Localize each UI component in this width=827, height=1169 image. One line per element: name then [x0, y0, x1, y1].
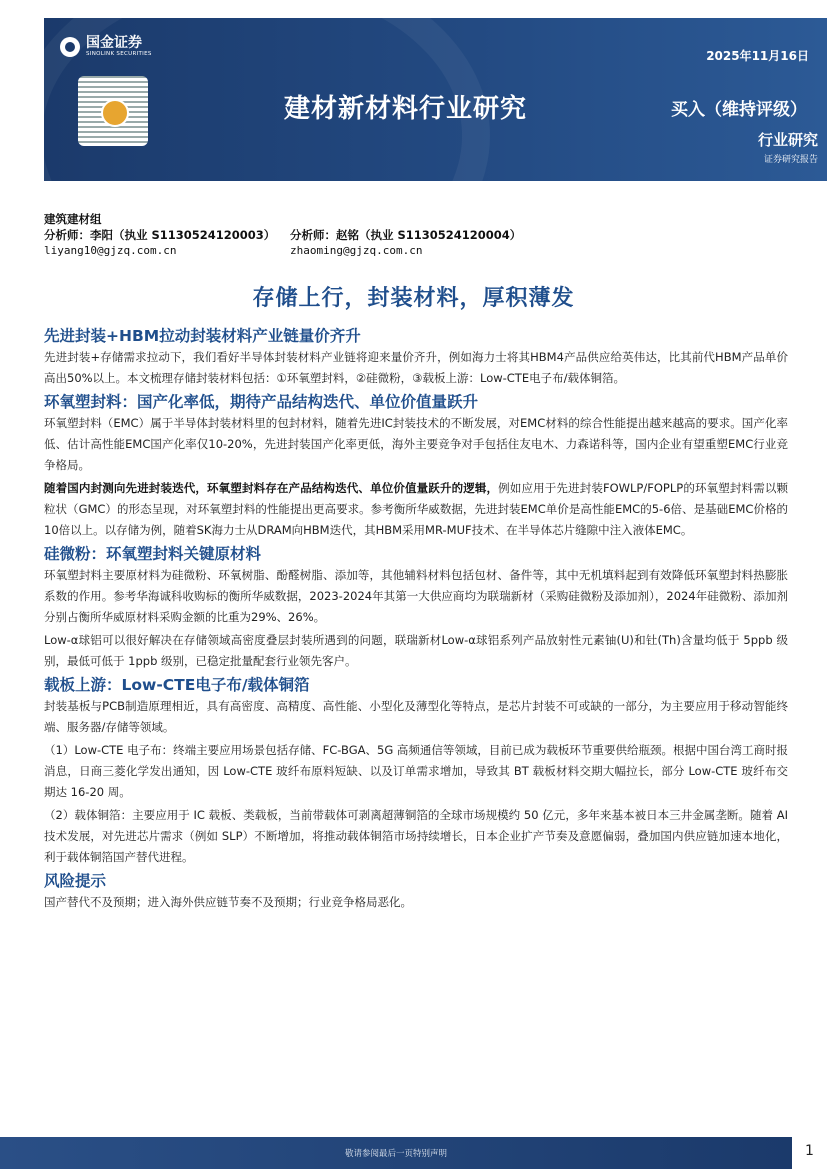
qr-code-icon: [78, 76, 148, 146]
disclaimer-note[interactable]: 敬请参阅最后一页特别声明: [344, 1149, 447, 1159]
paragraph: 先进封装+存储需求拉动下，我们看好半导体封装材料产业链将迎来量价齐升，例如海力士将其HBM4产品供应给英伟达，比其前代HBM产品单价高出50%以上。本文梳理存储封装材料包括：①环氧塑封料，②硅微粉，③载板上游：Low-CTE电子布/载体铜箔。: [44, 350, 788, 385]
analyst-info: [44, 211, 521, 259]
section-packaging-hbm: [44, 325, 788, 389]
rating-label: 买入（维持评级）: [671, 100, 807, 120]
section-risk: [44, 870, 788, 913]
report-date: 2025年11月16日: [706, 49, 809, 63]
paragraph: 环氧塑封料主要原材料为硅微粉、环氧树脂、酚醛树脂、添加等，其他辅料材料包括包材、备件等，其中无机填料起到有效降低环氧塑封料热膨胀系数的作用。参考华海诚科收购标的衡所华威数据，2023-2024年其第一大供应商均为联瑞新材（采购硅微粉及添加剂），2024年硅微粉、添加剂分别占衡所华威原材料采购金额的比重为29%、26%。: [44, 568, 788, 624]
section-heading: 风险提示: [44, 872, 107, 890]
section-heading: 环氧塑封料：国产化率低，期待产品结构迭代、单位价值量跃升: [44, 393, 479, 411]
paragraph: 环氧塑封料（EMC）属于半导体封装材料里的包封材料，随着先进IC封装技术的不断发展，对EMC材料的综合性能提出越来越高的要求。国产化率低、估计高性能EMC国产化率仅10-20%，先进封装国产化率更低，海外主要竞争对手包括住友电木、力森诺科等，国内企业有望重塑EMC行业竞争格局。: [44, 416, 788, 472]
paragraph-rest: 例如应用于先进封装FOWLP/FOPLP的环氧塑封料需以颗粒状（GMC）的形态呈现，对环氧塑封料的性能提出更高要求。参考衡所华威数据，先进封装EMC单价是高性能EMC的5-6倍、是基础EMC价格的10倍以上。以存储为例，随着SK海力士从DRAM向HBM迭代，其HBM采用MR-MUF技术、在半导体芯片缝隙中注入液体EMC。: [44, 481, 788, 537]
paragraph: [44, 478, 788, 541]
logo-en-text: SINOLINK SECURITIES: [86, 51, 152, 57]
company-logo: [60, 36, 152, 57]
bold-lead: 随着国内封测向先进封装迭代，环氧塑封料存在产品结构迭代、单位价值量跃升的逻辑，: [44, 481, 499, 495]
logo-mark-icon: [60, 37, 80, 57]
report-subtype: 证券研究报告: [763, 155, 818, 165]
paragraph: 封装基板与PCB制造原理相近，具有高密度、高精度、高性能、小型化及薄型化等特点，是芯片封装不可或缺的一部分，为主要应用于移动智能终端、服务器/存储等领域。: [44, 699, 788, 734]
analyst-1-email[interactable]: liyang10@gjzq.com.cn: [44, 244, 177, 257]
logo-cn-text: 国金证券: [86, 35, 142, 51]
group-name: 建筑建材组: [44, 212, 102, 226]
qr-center-logo: [101, 99, 129, 127]
report-header-banner: [44, 18, 827, 181]
paragraph: （2）载体铜箔：主要应用于 IC 载板、类载板，当前带载体可剥离超薄铜箔的全球市场规模约 50 亿元，多年来基本被日本三井金属垄断。随着 AI 技术发展，对先进芯片需求（例如 SLP）不断增加，将推动载体铜箔市场持续增长，日本企业扩产节奏及意愿偏弱，叠加国内供应链加速本地化，利于载体铜箔国产替代进程。: [44, 808, 788, 864]
section-heading: 先进封装+HBM拉动封装材料产业链量价齐升: [44, 327, 361, 345]
section-heading: 硅微粉：环氧塑封料关键原材料: [44, 545, 262, 563]
section-emc: [44, 391, 788, 541]
report-body: [44, 325, 788, 915]
paragraph: （1）Low-CTE 电子布：终端主要应用场景包括存储、FC-BGA、5G 高频通信等领域，目前已成为载板环节重要供给瓶颈。根据中国台湾工商时报消息，日商三菱化学发出通知，因 Low-CTE 玻纤布原料短缺、以及订单需求增加，导致其 BT 载板材料交期大幅拉长，部分 Low-CTE 玻纤布交期达 16-20 周。: [44, 743, 788, 799]
paragraph: 国产替代不及预期；进入海外供应链节奏不及预期；行业竞争格局恶化。: [44, 895, 412, 909]
report-title: 建材新材料行业研究: [284, 94, 528, 124]
section-heading: 载板上游：Low-CTE电子布/载体铜箔: [44, 676, 310, 694]
analyst-1: 分析师：李阳（执业 S1130524120003）: [44, 228, 276, 242]
page-footer: [0, 1137, 827, 1169]
section-silica: [44, 543, 788, 672]
analyst-2-email[interactable]: zhaoming@gjzq.com.cn: [290, 244, 423, 257]
page-number: 1: [805, 1143, 814, 1159]
analyst-2: 分析师：赵铭（执业 S1130524120004）: [290, 228, 522, 242]
report-type: 行业研究: [757, 131, 818, 149]
paragraph: Low-α球铝可以很好解决在存储领域高密度叠层封装所遇到的问题，联瑞新材Low-α球铝系列产品放射性元素铀(U)和钍(Th)含量均低于 5ppb 级别，最低可低于 1ppb 级别，已稳定批量配套行业领先客户。: [44, 633, 788, 668]
report-headline: 存储上行，封装材料，厚积薄发: [252, 286, 575, 311]
section-substrate: [44, 674, 788, 868]
